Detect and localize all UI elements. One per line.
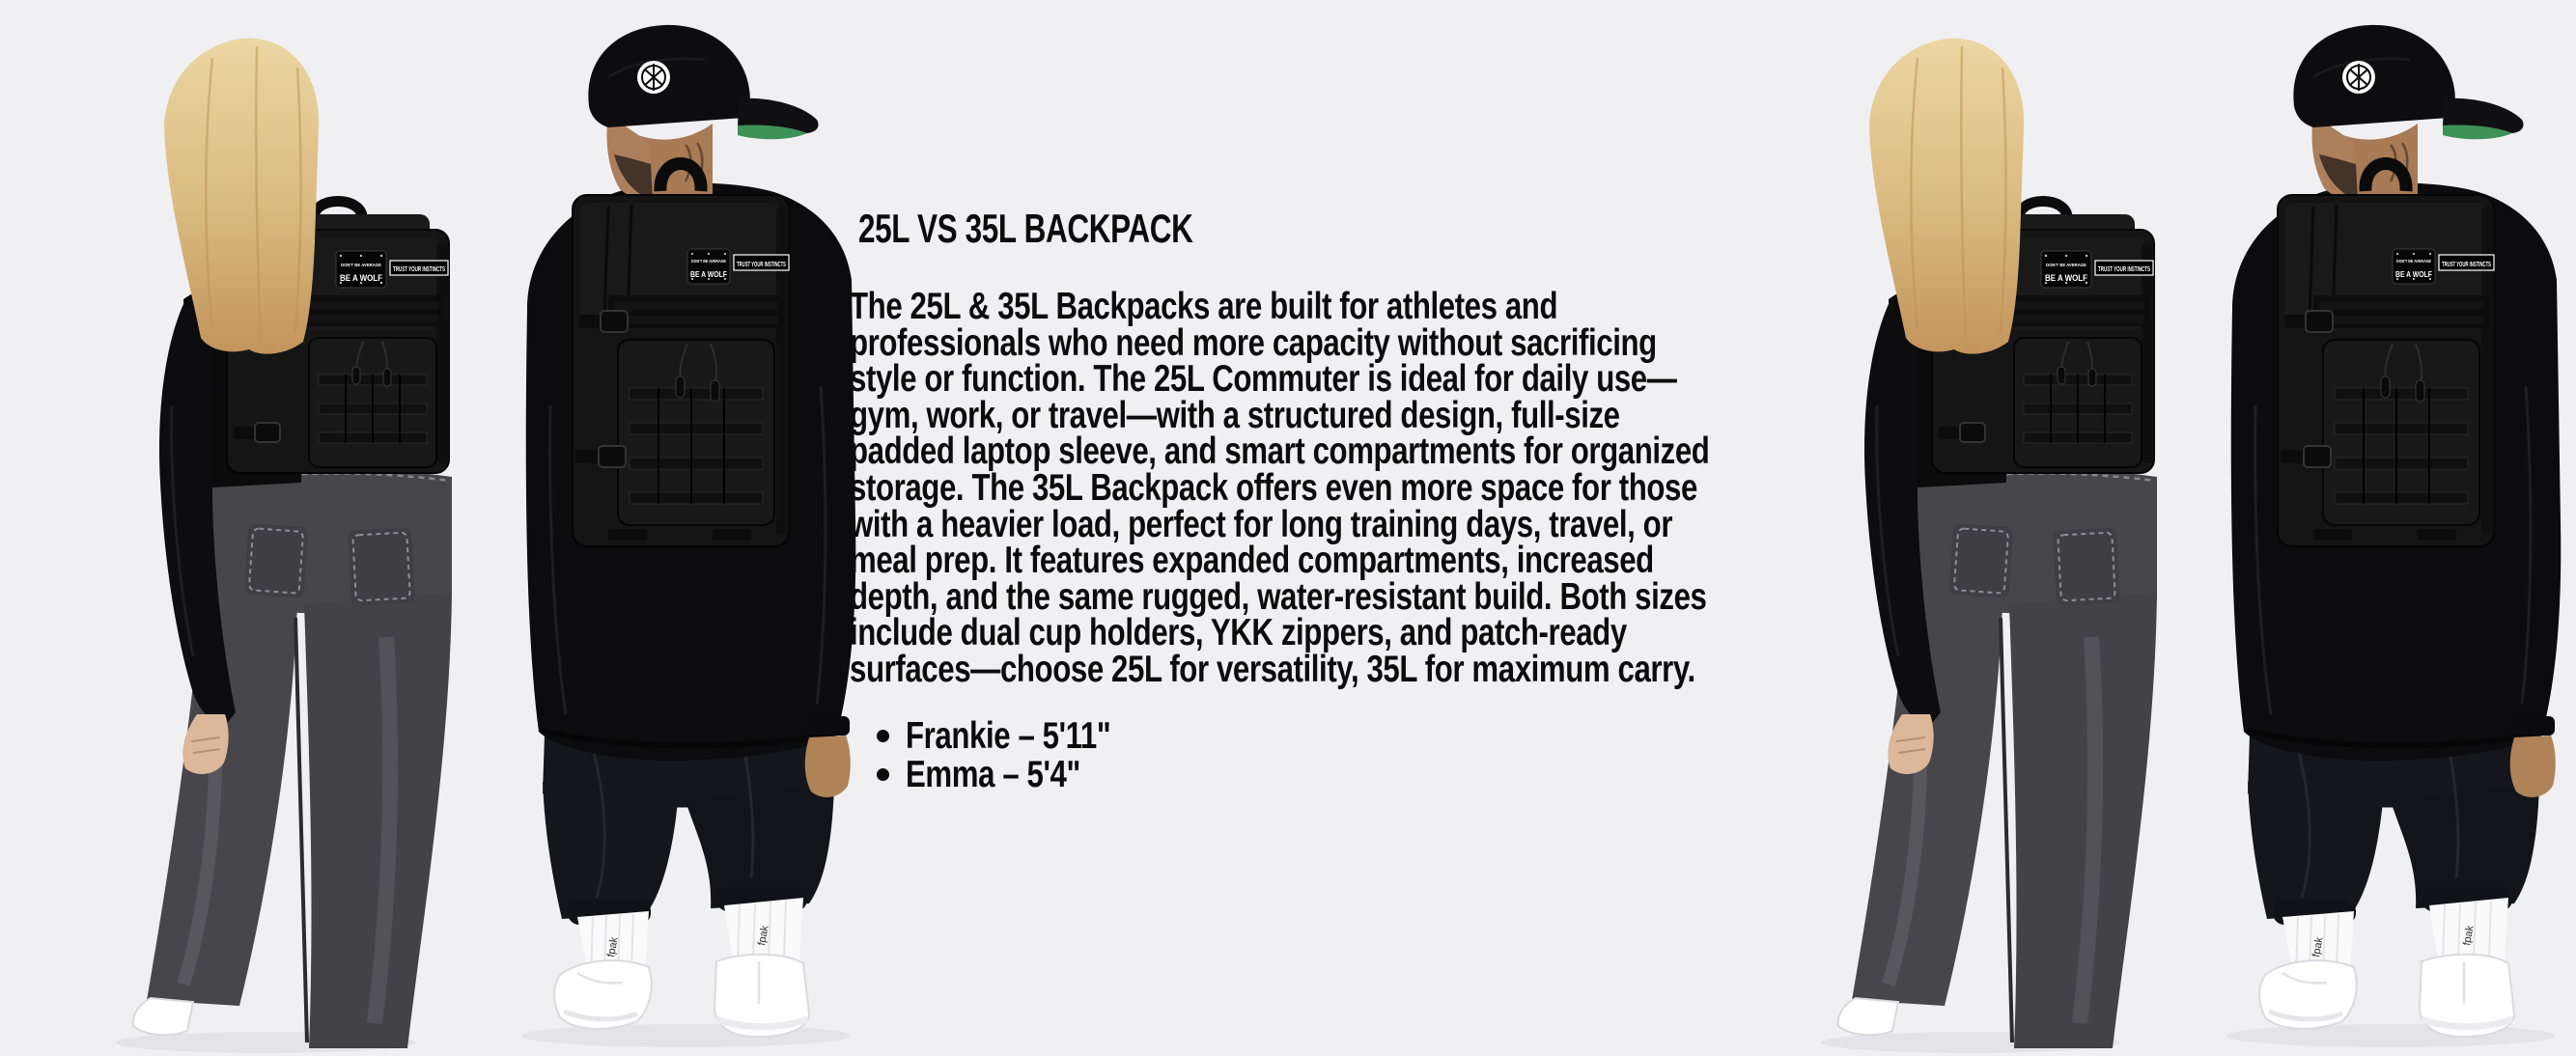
model-heights-list bbox=[850, 714, 1815, 795]
body-line: storage. The 35L Backpack offers even more space for those bbox=[850, 466, 1697, 509]
list-item bbox=[850, 714, 1815, 757]
body-line: with a heavier load, perfect for long training days, travel, or bbox=[850, 503, 1673, 545]
models-photo-left bbox=[68, 0, 859, 1056]
body-line: surfaces—choose 25L for versatility, 35L for maximum carry. bbox=[850, 648, 1695, 690]
page-title: 25L VS 35L BACKPACK bbox=[858, 206, 1193, 251]
model-height-emma: Emma – 5'4" bbox=[906, 753, 1080, 795]
model-height-frankie: Frankie – 5'11" bbox=[906, 714, 1111, 757]
models-illustration bbox=[68, 0, 859, 1056]
body-line: gym, work, or travel—with a structured design, full-size bbox=[850, 394, 1620, 436]
models-photo-right bbox=[1773, 0, 2564, 1056]
body-line: depth, and the same rugged, water-resistant build. Both sizes bbox=[850, 575, 1707, 618]
body-line: include dual cup holders, YKK zippers, and patch-ready bbox=[850, 612, 1627, 654]
body-line: professionals who need more capacity without sacrificing bbox=[850, 321, 1657, 364]
body-line: style or function. The 25L Commuter is ideal for daily use— bbox=[850, 358, 1677, 401]
models-illustration bbox=[1773, 0, 2564, 1056]
body-line: The 25L & 35L Backpacks are built for athletes and bbox=[850, 286, 1558, 327]
body-line: padded laptop sleeve, and smart compartments for organized bbox=[850, 431, 1710, 473]
bullet-dot bbox=[877, 768, 889, 781]
bullet-dot bbox=[877, 730, 889, 742]
description-paragraph bbox=[850, 286, 1815, 690]
list-item bbox=[850, 753, 1815, 795]
body-line: meal prep. It features expanded compartments, increased bbox=[850, 540, 1654, 582]
comparison-copy bbox=[850, 206, 1815, 794]
